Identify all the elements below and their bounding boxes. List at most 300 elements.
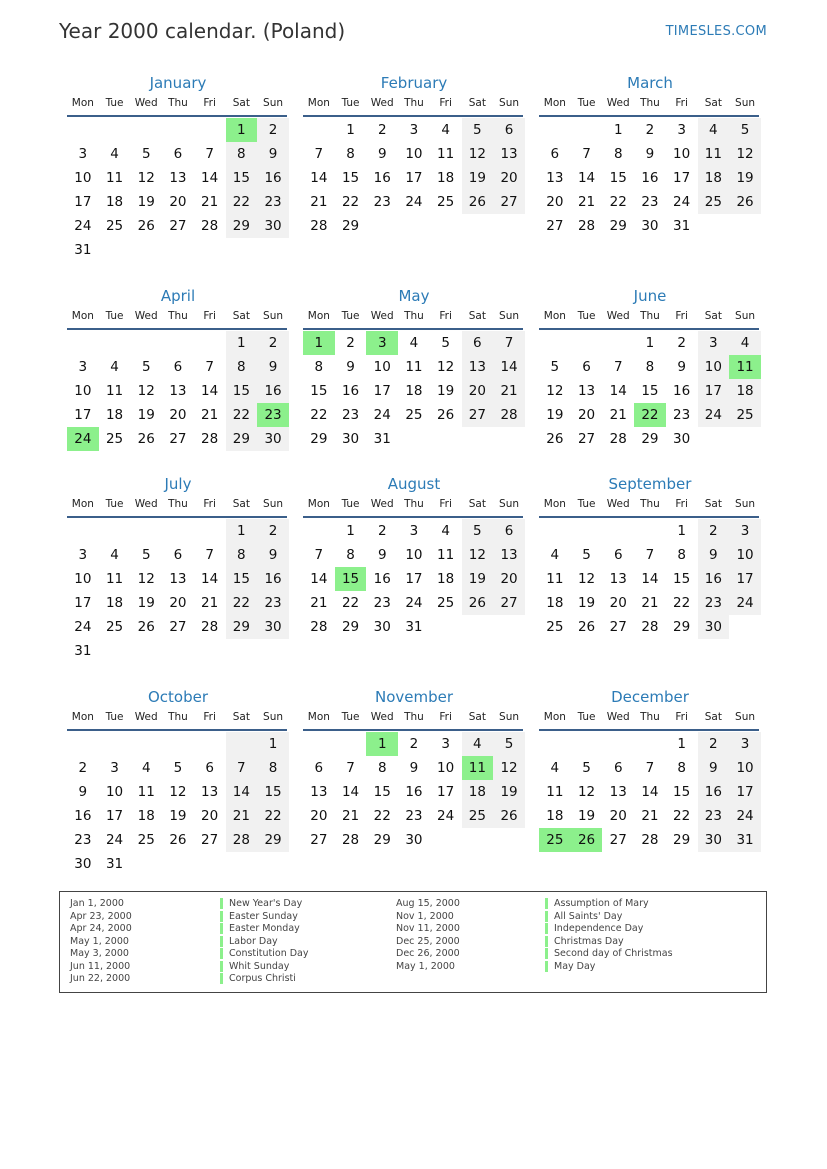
day-cell[interactable]: 22	[226, 190, 258, 214]
site-brand-link[interactable]: TIMESLES.COM	[665, 24, 767, 39]
day-cell[interactable]: 2	[377, 122, 387, 138]
day-cell[interactable]: 12	[577, 784, 596, 800]
day-cell[interactable]: 10	[74, 571, 92, 587]
day-cell[interactable]: 3	[78, 146, 88, 162]
day-cell[interactable]: 16	[341, 383, 360, 399]
day-cell[interactable]: 22	[609, 194, 627, 210]
day-cell[interactable]: 22	[226, 403, 258, 427]
day-cell[interactable]: 23	[373, 194, 391, 210]
day-cell[interactable]: 30	[341, 431, 360, 447]
day-cell[interactable]: 8	[257, 756, 289, 780]
day-cell[interactable]: 26	[169, 832, 187, 848]
day-cell[interactable]: 28	[493, 403, 525, 427]
day-cell[interactable]: 26	[571, 828, 603, 852]
day-cell[interactable]: 10	[729, 543, 761, 567]
day-cell[interactable]: 18	[437, 170, 455, 186]
day-cell[interactable]: 6	[205, 760, 214, 776]
day-cell[interactable]: 15	[341, 170, 360, 186]
day-cell[interactable]: 24	[373, 407, 391, 423]
day-cell[interactable]: 18	[137, 808, 155, 824]
day-cell[interactable]: 30	[257, 427, 289, 451]
day-cell[interactable]: 5	[582, 547, 591, 563]
day-cell[interactable]: 28	[609, 431, 627, 447]
day-cell[interactable]: 4	[409, 335, 419, 351]
day-cell[interactable]: 14	[310, 170, 328, 186]
day-cell[interactable]: 16	[373, 170, 391, 186]
day-cell[interactable]: 31	[373, 431, 391, 447]
day-cell[interactable]: 4	[141, 760, 151, 776]
day-cell[interactable]: 10	[373, 359, 391, 375]
day-cell[interactable]: 18	[105, 194, 124, 210]
day-cell[interactable]: 23	[698, 804, 730, 828]
day-cell[interactable]: 21	[641, 808, 659, 824]
day-cell[interactable]: 10	[405, 547, 423, 563]
day-cell[interactable]: 11	[105, 383, 124, 399]
day-cell[interactable]: 16	[257, 379, 289, 403]
day-cell[interactable]: 7	[314, 547, 324, 563]
day-cell[interactable]: 15	[641, 383, 659, 399]
day-cell[interactable]: 28	[226, 828, 258, 852]
day-cell[interactable]: 17	[74, 595, 92, 611]
day-cell[interactable]: 10	[105, 784, 124, 800]
day-cell[interactable]: 5	[141, 359, 151, 375]
day-cell[interactable]: 12	[137, 383, 155, 399]
day-cell[interactable]: 29	[341, 619, 360, 635]
day-cell[interactable]: 18	[546, 595, 564, 611]
day-cell[interactable]: 23	[698, 591, 730, 615]
day-cell[interactable]: 10	[74, 383, 92, 399]
day-cell[interactable]: 9	[257, 543, 289, 567]
day-cell[interactable]: 25	[105, 218, 124, 234]
day-cell[interactable]: 5	[141, 146, 151, 162]
day-cell[interactable]: 5	[462, 519, 494, 543]
day-cell[interactable]: 11	[405, 359, 423, 375]
day-cell[interactable]: 15	[609, 170, 627, 186]
day-cell[interactable]: 19	[729, 166, 761, 190]
day-cell[interactable]: 30	[405, 832, 423, 848]
day-cell[interactable]: 22	[226, 591, 258, 615]
day-cell[interactable]: 5	[729, 118, 761, 142]
day-cell[interactable]: 27	[577, 431, 596, 447]
day-cell[interactable]: 20	[493, 567, 525, 591]
day-cell[interactable]: 8	[677, 547, 686, 563]
day-cell[interactable]: 4	[110, 547, 119, 563]
day-cell[interactable]: 8	[346, 547, 355, 563]
day-cell[interactable]: 1	[677, 523, 686, 539]
day-cell[interactable]: 29	[257, 828, 289, 852]
day-cell[interactable]: 20	[577, 407, 596, 423]
day-cell[interactable]: 1	[226, 118, 258, 142]
day-cell[interactable]: 2	[409, 736, 419, 752]
day-cell[interactable]: 7	[645, 760, 655, 776]
day-cell[interactable]: 12	[462, 543, 494, 567]
day-cell[interactable]: 25	[462, 804, 494, 828]
day-cell[interactable]: 28	[201, 619, 219, 635]
day-cell[interactable]: 3	[78, 359, 88, 375]
day-cell[interactable]: 30	[698, 615, 730, 639]
day-cell[interactable]: 30	[373, 619, 391, 635]
day-cell[interactable]: 14	[577, 170, 596, 186]
day-cell[interactable]: 15	[310, 383, 328, 399]
day-cell[interactable]: 15	[226, 166, 258, 190]
day-cell[interactable]: 14	[310, 571, 328, 587]
day-cell[interactable]: 6	[493, 519, 525, 543]
day-cell[interactable]: 8	[377, 760, 387, 776]
day-cell[interactable]: 14	[493, 355, 525, 379]
day-cell[interactable]: 27	[546, 218, 564, 234]
day-cell[interactable]: 9	[346, 359, 355, 375]
day-cell[interactable]: 12	[462, 142, 494, 166]
day-cell[interactable]: 3	[698, 331, 730, 355]
day-cell[interactable]: 8	[613, 146, 623, 162]
day-cell[interactable]: 19	[137, 407, 155, 423]
day-cell[interactable]: 4	[462, 732, 494, 756]
day-cell[interactable]: 3	[110, 760, 119, 776]
day-cell[interactable]: 18	[405, 383, 423, 399]
day-cell[interactable]: 14	[201, 571, 219, 587]
day-cell[interactable]: 5	[141, 547, 151, 563]
day-cell[interactable]: 20	[169, 595, 187, 611]
day-cell[interactable]: 8	[346, 146, 355, 162]
day-cell[interactable]: 27	[169, 619, 187, 635]
day-cell[interactable]: 1	[346, 523, 355, 539]
day-cell[interactable]: 2	[677, 335, 686, 351]
day-cell[interactable]: 6	[613, 760, 623, 776]
day-cell[interactable]: 13	[310, 784, 328, 800]
day-cell[interactable]: 16	[405, 784, 423, 800]
day-cell[interactable]: 7	[493, 331, 525, 355]
day-cell[interactable]: 25	[105, 619, 124, 635]
day-cell[interactable]: 30	[641, 218, 659, 234]
day-cell[interactable]: 29	[226, 427, 258, 451]
day-cell[interactable]: 30	[698, 828, 730, 852]
day-cell[interactable]: 1	[366, 732, 398, 756]
day-cell[interactable]: 4	[110, 146, 119, 162]
day-cell[interactable]: 13	[546, 170, 564, 186]
day-cell[interactable]: 8	[226, 543, 258, 567]
day-cell[interactable]: 16	[74, 808, 92, 824]
day-cell[interactable]: 14	[609, 383, 627, 399]
day-cell[interactable]: 22	[634, 403, 666, 427]
day-cell[interactable]: 16	[257, 166, 289, 190]
day-cell[interactable]: 7	[226, 756, 258, 780]
day-cell[interactable]: 23	[257, 591, 289, 615]
day-cell[interactable]: 23	[641, 194, 659, 210]
day-cell[interactable]: 11	[137, 784, 155, 800]
day-cell[interactable]: 22	[341, 595, 360, 611]
day-cell[interactable]: 16	[698, 780, 730, 804]
day-cell[interactable]: 8	[677, 760, 686, 776]
day-cell[interactable]: 20	[609, 808, 627, 824]
day-cell[interactable]: 19	[169, 808, 187, 824]
day-cell[interactable]: 28	[310, 619, 328, 635]
day-cell[interactable]: 10	[729, 756, 761, 780]
day-cell[interactable]: 25	[437, 595, 455, 611]
day-cell[interactable]: 23	[341, 407, 360, 423]
day-cell[interactable]: 15	[226, 567, 258, 591]
day-cell[interactable]: 13	[577, 383, 596, 399]
day-cell[interactable]: 2	[698, 732, 730, 756]
day-cell[interactable]: 20	[609, 595, 627, 611]
day-cell[interactable]: 3	[78, 547, 88, 563]
day-cell[interactable]: 28	[641, 619, 659, 635]
day-cell[interactable]: 12	[137, 571, 155, 587]
day-cell[interactable]: 9	[257, 355, 289, 379]
day-cell[interactable]: 11	[437, 547, 455, 563]
day-cell[interactable]: 24	[67, 427, 99, 451]
day-cell[interactable]: 31	[105, 856, 124, 872]
day-cell[interactable]: 8	[314, 359, 324, 375]
day-cell[interactable]: 24	[729, 591, 761, 615]
day-cell[interactable]: 29	[373, 832, 391, 848]
day-cell[interactable]: 10	[74, 170, 92, 186]
day-cell[interactable]: 29	[673, 832, 691, 848]
day-cell[interactable]: 9	[645, 146, 655, 162]
day-cell[interactable]: 29	[226, 214, 258, 238]
day-cell[interactable]: 26	[462, 190, 494, 214]
day-cell[interactable]: 28	[341, 832, 360, 848]
day-cell[interactable]: 2	[257, 331, 289, 355]
day-cell[interactable]: 11	[105, 170, 124, 186]
day-cell[interactable]: 2	[78, 760, 88, 776]
day-cell[interactable]: 8	[226, 142, 258, 166]
day-cell[interactable]: 3	[441, 736, 450, 752]
day-cell[interactable]: 10	[405, 146, 423, 162]
day-cell[interactable]: 17	[74, 194, 92, 210]
day-cell[interactable]: 17	[437, 784, 455, 800]
day-cell[interactable]: 22	[310, 407, 328, 423]
day-cell[interactable]: 4	[441, 122, 450, 138]
day-cell[interactable]: 31	[673, 218, 691, 234]
day-cell[interactable]: 14	[641, 784, 659, 800]
day-cell[interactable]: 11	[437, 146, 455, 162]
day-cell[interactable]: 21	[609, 407, 627, 423]
day-cell[interactable]: 1	[346, 122, 355, 138]
day-cell[interactable]: 13	[609, 784, 627, 800]
day-cell[interactable]: 27	[169, 431, 187, 447]
day-cell[interactable]: 22	[257, 804, 289, 828]
day-cell[interactable]: 30	[673, 431, 691, 447]
day-cell[interactable]: 11	[105, 571, 124, 587]
day-cell[interactable]: 14	[641, 571, 659, 587]
day-cell[interactable]: 13	[169, 170, 187, 186]
day-cell[interactable]: 18	[698, 166, 730, 190]
day-cell[interactable]: 14	[341, 784, 360, 800]
day-cell[interactable]: 26	[137, 218, 155, 234]
day-cell[interactable]: 11	[462, 756, 494, 780]
day-cell[interactable]: 16	[373, 571, 391, 587]
day-cell[interactable]: 15	[335, 567, 367, 591]
day-cell[interactable]: 13	[462, 355, 494, 379]
day-cell[interactable]: 17	[729, 780, 761, 804]
day-cell[interactable]: 2	[257, 118, 289, 142]
day-cell[interactable]: 12	[546, 383, 564, 399]
day-cell[interactable]: 21	[577, 194, 596, 210]
day-cell[interactable]: 5	[173, 760, 183, 776]
day-cell[interactable]: 26	[546, 431, 564, 447]
day-cell[interactable]: 23	[405, 808, 423, 824]
day-cell[interactable]: 9	[377, 146, 387, 162]
day-cell[interactable]: 1	[645, 335, 655, 351]
day-cell[interactable]: 17	[405, 571, 423, 587]
day-cell[interactable]: 21	[310, 194, 328, 210]
day-cell[interactable]: 24	[74, 619, 92, 635]
day-cell[interactable]: 15	[226, 379, 258, 403]
day-cell[interactable]: 29	[673, 619, 691, 635]
day-cell[interactable]: 26	[462, 591, 494, 615]
day-cell[interactable]: 23	[257, 403, 289, 427]
day-cell[interactable]: 11	[546, 784, 564, 800]
day-cell[interactable]: 17	[729, 567, 761, 591]
day-cell[interactable]: 2	[346, 335, 355, 351]
day-cell[interactable]: 18	[546, 808, 564, 824]
day-cell[interactable]: 13	[493, 142, 525, 166]
day-cell[interactable]: 29	[641, 431, 659, 447]
day-cell[interactable]: 27	[493, 190, 525, 214]
day-cell[interactable]: 9	[78, 784, 88, 800]
day-cell[interactable]: 14	[201, 170, 219, 186]
day-cell[interactable]: 26	[137, 619, 155, 635]
day-cell[interactable]: 31	[729, 828, 761, 852]
day-cell[interactable]: 25	[546, 619, 564, 635]
day-cell[interactable]: 6	[550, 146, 560, 162]
day-cell[interactable]: 12	[169, 784, 187, 800]
day-cell[interactable]: 9	[677, 359, 686, 375]
day-cell[interactable]: 27	[609, 832, 627, 848]
day-cell[interactable]: 21	[641, 595, 659, 611]
day-cell[interactable]: 3	[729, 732, 761, 756]
day-cell[interactable]: 30	[74, 856, 92, 872]
day-cell[interactable]: 30	[257, 214, 289, 238]
day-cell[interactable]: 4	[698, 118, 730, 142]
day-cell[interactable]: 18	[105, 595, 124, 611]
day-cell[interactable]: 22	[673, 595, 691, 611]
day-cell[interactable]: 20	[169, 194, 187, 210]
day-cell[interactable]: 25	[105, 431, 124, 447]
day-cell[interactable]: 19	[493, 780, 525, 804]
day-cell[interactable]: 15	[673, 571, 691, 587]
day-cell[interactable]: 24	[437, 808, 455, 824]
day-cell[interactable]: 19	[462, 567, 494, 591]
day-cell[interactable]: 20	[462, 379, 494, 403]
day-cell[interactable]: 19	[137, 194, 155, 210]
day-cell[interactable]: 7	[205, 359, 214, 375]
day-cell[interactable]: 31	[74, 242, 92, 258]
day-cell[interactable]: 6	[173, 146, 183, 162]
day-cell[interactable]: 2	[377, 523, 387, 539]
day-cell[interactable]: 23	[673, 407, 691, 423]
day-cell[interactable]: 24	[698, 403, 730, 427]
day-cell[interactable]: 7	[582, 146, 591, 162]
day-cell[interactable]: 3	[677, 122, 686, 138]
day-cell[interactable]: 19	[137, 595, 155, 611]
day-cell[interactable]: 10	[698, 355, 730, 379]
day-cell[interactable]: 26	[577, 619, 596, 635]
day-cell[interactable]: 24	[729, 804, 761, 828]
day-cell[interactable]: 7	[645, 547, 655, 563]
day-cell[interactable]: 28	[577, 218, 596, 234]
day-cell[interactable]: 16	[673, 383, 691, 399]
day-cell[interactable]: 10	[437, 760, 455, 776]
day-cell[interactable]: 25	[539, 828, 571, 852]
day-cell[interactable]: 3	[729, 519, 761, 543]
day-cell[interactable]: 4	[110, 359, 119, 375]
day-cell[interactable]: 1	[226, 331, 258, 355]
day-cell[interactable]: 29	[609, 218, 627, 234]
day-cell[interactable]: 18	[462, 780, 494, 804]
day-cell[interactable]: 27	[201, 832, 219, 848]
day-cell[interactable]: 21	[201, 194, 219, 210]
day-cell[interactable]: 21	[226, 804, 258, 828]
day-cell[interactable]: 1	[257, 732, 289, 756]
day-cell[interactable]: 22	[341, 194, 360, 210]
day-cell[interactable]: 6	[582, 359, 591, 375]
day-cell[interactable]: 20	[169, 407, 187, 423]
day-cell[interactable]: 12	[729, 142, 761, 166]
day-cell[interactable]: 2	[698, 519, 730, 543]
day-cell[interactable]: 13	[493, 543, 525, 567]
day-cell[interactable]: 5	[582, 760, 591, 776]
day-cell[interactable]: 1	[226, 519, 258, 543]
day-cell[interactable]: 22	[373, 808, 391, 824]
day-cell[interactable]: 25	[437, 194, 455, 210]
day-cell[interactable]: 6	[462, 331, 494, 355]
day-cell[interactable]: 13	[169, 571, 187, 587]
day-cell[interactable]: 19	[462, 166, 494, 190]
day-cell[interactable]: 27	[169, 218, 187, 234]
day-cell[interactable]: 22	[673, 808, 691, 824]
day-cell[interactable]: 5	[493, 732, 525, 756]
day-cell[interactable]: 4	[550, 547, 560, 563]
day-cell[interactable]: 28	[201, 218, 219, 234]
day-cell[interactable]: 12	[137, 170, 155, 186]
day-cell[interactable]: 26	[729, 190, 761, 214]
day-cell[interactable]: 8	[645, 359, 655, 375]
day-cell[interactable]: 5	[550, 359, 560, 375]
day-cell[interactable]: 31	[405, 619, 423, 635]
day-cell[interactable]: 7	[613, 359, 623, 375]
day-cell[interactable]: 5	[462, 118, 494, 142]
day-cell[interactable]: 21	[310, 595, 328, 611]
day-cell[interactable]: 28	[310, 218, 328, 234]
day-cell[interactable]: 17	[673, 170, 691, 186]
day-cell[interactable]: 3	[366, 331, 398, 355]
day-cell[interactable]: 6	[613, 547, 623, 563]
day-cell[interactable]: 26	[493, 804, 525, 828]
day-cell[interactable]: 25	[405, 407, 423, 423]
day-cell[interactable]: 3	[409, 523, 419, 539]
day-cell[interactable]: 11	[546, 571, 564, 587]
day-cell[interactable]: 9	[698, 543, 730, 567]
day-cell[interactable]: 15	[257, 780, 289, 804]
day-cell[interactable]: 26	[437, 407, 455, 423]
day-cell[interactable]: 7	[205, 547, 214, 563]
day-cell[interactable]: 6	[173, 547, 183, 563]
day-cell[interactable]: 2	[645, 122, 655, 138]
day-cell[interactable]: 18	[105, 407, 124, 423]
day-cell[interactable]: 21	[341, 808, 360, 824]
day-cell[interactable]: 9	[257, 142, 289, 166]
day-cell[interactable]: 20	[546, 194, 564, 210]
day-cell[interactable]: 3	[409, 122, 419, 138]
day-cell[interactable]: 23	[74, 832, 92, 848]
day-cell[interactable]: 19	[546, 407, 564, 423]
day-cell[interactable]: 28	[641, 832, 659, 848]
day-cell[interactable]: 17	[405, 170, 423, 186]
day-cell[interactable]: 6	[173, 359, 183, 375]
day-cell[interactable]: 25	[698, 190, 730, 214]
day-cell[interactable]: 29	[226, 615, 258, 639]
